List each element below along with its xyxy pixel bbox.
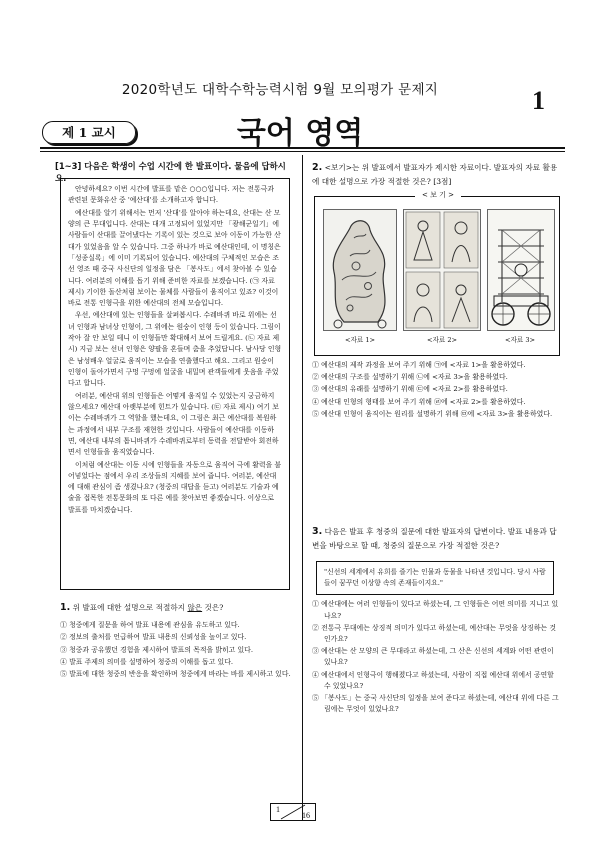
painting-image-1 xyxy=(323,209,397,331)
subject-title: 국어 영역 xyxy=(236,116,364,151)
choice-3[interactable]: ③ 예산대의 유래를 설명하기 위해 ㉢에 <자료 2>를 활용하였다. xyxy=(312,385,508,394)
header-rule-thin xyxy=(40,151,565,152)
choice-1[interactable]: ① 예산대에는 여러 인형들이 있다고 하셨는데, 그 인형들은 어떤 의미를 지니고 있나요? xyxy=(312,600,559,620)
question-1-number: 1. xyxy=(60,602,71,613)
column-divider xyxy=(302,155,303,820)
choice-4[interactable]: ④ 발표 주제의 의미를 설명하여 청중의 이해를 돕고 있다. xyxy=(60,657,234,666)
doll-figures-illustration xyxy=(404,210,480,330)
choice-1[interactable]: ① 예산대의 제작 과정을 보여 주기 위해 ㉠에 <자료 1>을 활용하였다. xyxy=(312,361,526,370)
passage-paragraph: 예산대를 알기 위해서는 먼저 '산대'를 알아야 하는데요, 산대는 산 모양의 큰 무대입니다. 산대는 대개 고정되어 있었지만 「광해군일기」에 사람들이 산대를 끌어냈다는 기록이 있는 것으로 보아 이동이 가능한 산대가 있었음을 알 수 있습니다. 그중 하나가 바로 예산대인데, 이 명칭은 「성종실록」에 이미 기록되어 있습니다. 예산대의 구체적인 모습은 조선 영조 때 중국 사신단의 일정을 담은 「봉사도」에서 찾아볼 수 있습니다. 여러분의 이해를 돕기 위해 준비한 자료를 보겠습니다. (㉠ 자료 제시) 기이한 돌산처럼 보이는 물체를 사람들이 움직이고 있죠? 이것이 바로 전통 인형극을 위한 예산대의 전체 모습입니다. xyxy=(68,208,281,308)
question-3 xyxy=(312,524,562,716)
stone-mountain-illustration xyxy=(324,210,396,330)
choice-1[interactable]: ① 청중에게 질문을 하여 발표 내용에 관심을 유도하고 있다. xyxy=(60,621,240,630)
question-1-stem xyxy=(60,600,292,616)
choice-5[interactable]: ⑤ 「봉사도」는 중국 사신단의 일정을 보여 준다고 하셨는데, 예산대 위에 다른 그림에는 무엇이 있었나요? xyxy=(312,693,559,714)
question-3-choices xyxy=(312,599,562,715)
choice-4[interactable]: ④ 예산대 인형의 형태를 보여 주기 위해 ㉣에 <자료 2>를 활용하였다. xyxy=(312,397,526,406)
choice-2[interactable]: ② 예산대의 구조를 설명하기 위해 ㉡에 <자료 3>을 활용하였다. xyxy=(312,373,508,382)
choice-5[interactable]: ⑤ 발표에 대한 청중의 반응을 확인하며 청중에게 바라는 바를 제시하고 있다. xyxy=(60,669,291,678)
choice-3[interactable]: ③ 예산대는 산 모양의 큰 무대라고 하셨는데, 그 산은 신선의 세계와 어떤 관련이 있나요? xyxy=(312,647,554,667)
question-1-stem-end: 것은? xyxy=(204,603,224,612)
question-1-emphasis: 않은 xyxy=(187,603,203,612)
caption-3: <자료 3> xyxy=(504,336,536,345)
doll-images-2 xyxy=(403,209,481,331)
choice-5[interactable]: ⑤ 예산대 인형이 움직이는 원리를 설명하기 위해 ㉤에 <자료 3>을 활용하였다. xyxy=(312,409,553,418)
question-3-number: 3. xyxy=(312,526,323,537)
question-1 xyxy=(60,600,292,681)
choice-3[interactable]: ③ 청중과 공유했던 경험을 제시하여 발표의 목적을 밝히고 있다. xyxy=(60,645,254,654)
mechanism-image-3 xyxy=(487,209,555,331)
passage-paragraph: 여러분, 예산대 위의 인형들은 어떻게 움직일 수 있었는지 궁금하지 않으세요? 예산대 아랫부분에 힌트가 있습니다. (㉢ 자료 제시) 여기 보이는 수레바퀴가 그 역할을 했는데요, 이 그림은 최근 예산대를 복원하는 과정에서 내부 구조를 재현한 것입니다. 사람들이 예산대를 이동하면, 예산대 내부의 톱니바퀴가 수레바퀴로부터 동력을 전달받아 회전하면서 인형들을 움직였습니다. xyxy=(68,391,279,457)
question-2 xyxy=(312,160,562,421)
passage-paragraph: 안녕하세요? 이번 시간에 발표를 맡은 ○○○입니다. 저는 전통극과 관련된 문화유산 중 '예산대'를 소개하고자 합니다. xyxy=(68,185,275,205)
instruction: [1~3] 다음은 학생이 수업 시간에 한 발표이다. 물음에 답하시오. xyxy=(55,161,286,183)
passage-box xyxy=(60,178,290,590)
question-3-stem-text: 다음은 발표 후 청중의 질문에 대한 발표자의 답변이다. 발표 내용과 답변을 바탕으로 할 때, 청중의 질문으로 가장 적절한 것은? xyxy=(312,527,557,551)
question-3-stem xyxy=(312,524,562,553)
question-2-choices xyxy=(312,360,562,420)
question-2-number: 2. xyxy=(312,162,323,173)
passage-paragraph: 우선, 예산대에 있는 인형들을 살펴봅시다. 수레바퀴 바로 위에는 선녀 인형과 남녀상 인형이, 그 위에는 원숭이 인형 등이 있습니다. 그림이 작아 잘 안 보일 테니 이 인형들만 확대해서 보여 드릴게요. (㉡ 자료 제시) 지금 보는 선녀 인형은 양팔을 혼들며 춤을 추었답니다. 남사당 인형은 남성배우 얼굴로 움직이는 모습을 연출했다고 해요. 그리고 원숭이 인형이 돌아가면서 구멍 구멍에 얼굴을 내밀며 관객들에게 웃음을 주었다고 합니다. xyxy=(68,311,282,388)
passage-paragraph: 이처럼 예산대는 이동 시에 인형들을 자동으로 움직여 극에 활력을 불어넣었다는 점에서 우리 조상들의 지혜를 보여 줍니다. 여러분, 예산대에 대해 관심이 좀 생겼나요? (청중의 대답을 듣고) 여러분도 기술과 예술을 접목한 전통문화의 또 다른 예를 찾아보면 좋겠습니다. 이상으로 발표를 마치겠습니다. xyxy=(68,460,282,514)
question-2-stem-text: <보기>는 위 발표에서 발표자가 제시한 자료이다. 발표자의 자료 활용에 대한 설명으로 가장 적절한 것은? [3점] xyxy=(312,163,558,187)
footer-page: 1 xyxy=(276,805,280,814)
header-rule xyxy=(40,147,565,149)
caption-2: <자료 2> xyxy=(426,336,458,345)
wheel-mechanism-illustration xyxy=(488,210,554,330)
choice-2[interactable]: ② 전통극 무대에는 상징적 의미가 있다고 하셨는데, 예산대는 무엇을 상징하는 것인가요? xyxy=(312,623,556,644)
session-badge: 제 1 교시 xyxy=(42,121,136,144)
exam-title: 2020학년도 대학수학능력시험 9월 모의평가 문제지 xyxy=(121,82,439,98)
question-1-stem-text: 위 발표에 대한 설명으로 적절하지 xyxy=(72,603,186,612)
bogi-box xyxy=(314,191,560,356)
footer-total: 16 xyxy=(302,811,310,820)
page-number: 1 xyxy=(532,86,545,115)
question-1-choices xyxy=(60,620,292,680)
choice-2[interactable]: ② 정보의 출처를 언급하여 발표 내용의 신뢰성을 높이고 있다. xyxy=(60,633,247,642)
choice-4[interactable]: ④ 예산대에서 인형극이 행해졌다고 하셨는데, 사람이 직접 예산대 위에서 공연할 수 있었나요? xyxy=(312,670,554,690)
caption-1: <자료 1> xyxy=(344,336,376,345)
bogi-label: < 보 기 > xyxy=(415,190,461,202)
page-footer xyxy=(270,803,316,821)
question-2-stem xyxy=(312,160,562,189)
answer-quote-box: "신선의 세계에서 유희를 즐기는 인물과 동물을 나타낸 것입니다. 당시 사람들이 꿈꾸던 이상향 속의 존재들이지요." xyxy=(316,561,554,595)
